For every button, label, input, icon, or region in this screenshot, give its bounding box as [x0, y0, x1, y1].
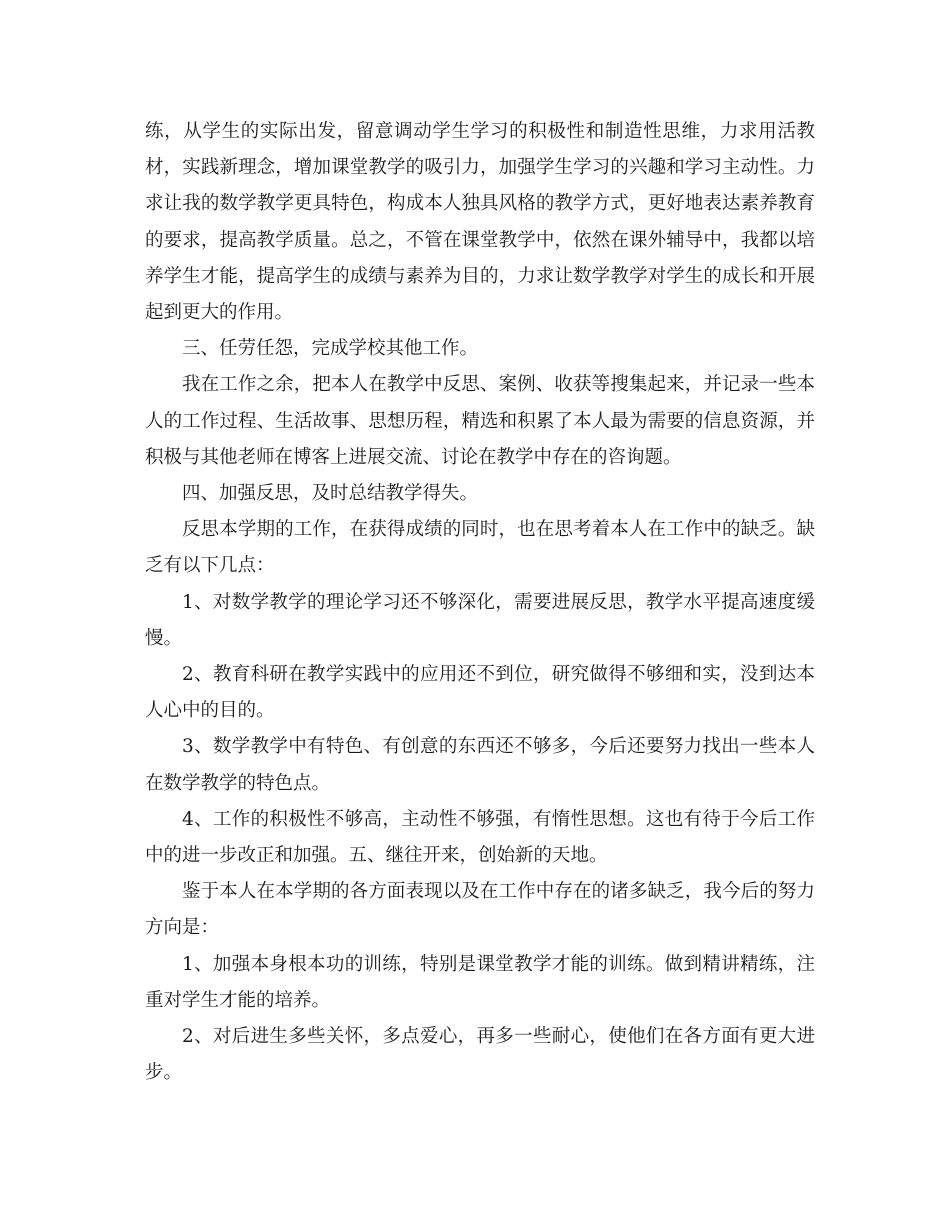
list-item: 1、对数学教学的理论学习还不够深化，需要进展反思，教学水平提高速度缓慢。 [145, 591, 815, 649]
list-item: 1、加强本身根本功的训练，特别是课堂教学才能的训练。做到精讲精练，注重对学生才能的培养。 [145, 953, 815, 1011]
paragraph: 鉴于本人在本学期的各方面表现以及在工作中存在的诸多缺乏，我今后的努力方向是： [145, 881, 815, 939]
section-heading-3: 三、任劳任怨，完成学校其他工作。 [182, 338, 479, 360]
paragraph: 我在工作之余，把本人在教学中反思、案例、收获等搜集起来，并记录一些本人的工作过程、生活故事、思想历程，精选和积累了本人最为需要的信息资源，并积极与其他老师在博客上进展交流、讨论在教学中存在的咨询题。 [145, 374, 815, 468]
section-heading-4: 四、加强反思，及时总结教学得失。 [182, 483, 479, 505]
paragraph: 反思本学期的工作，在获得成绩的同时，也在思考着本人在工作中的缺乏。缺乏有以下几点： [145, 519, 815, 577]
document-body [145, 114, 815, 1091]
list-item: 4、工作的积极性不够高，主动性不够强，有惰性思想。这也有待于今后工作中的进一步改正和加强。五、继往开来，创始新的天地。 [145, 808, 815, 867]
list-item: 2、对后进生多些关怀，多点爱心，再多一些耐心，使他们在各方面有更大进步。 [145, 1026, 815, 1084]
list-item: 2、教育科研在教学实践中的应用还不到位，研究做得不够细和实，没到达本人心中的目的。 [145, 664, 815, 722]
list-item: 3、数学教学中有特色、有创意的东西还不够多，今后还要努力找出一些本人在数学教学的特色点。 [145, 736, 815, 794]
paragraph-continuation: 练，从学生的实际出发，留意调动学生学习的积极性和制造性思维，力求用活教材，实践新理念，增加课堂教学的吸引力，加强学生学习的兴趣和学习主动性。力求让我的数学教学更具特色，构成本人独具风格的教学方式，更好地表达素养教育的要求，提高教学质量。总之，不管在课堂教学中，依然在课外辅导中，我都以培养学生才能，提高学生的成绩与素养为目的，力求让数学教学对学生的成长和开展起到更大的作用。 [145, 121, 815, 324]
